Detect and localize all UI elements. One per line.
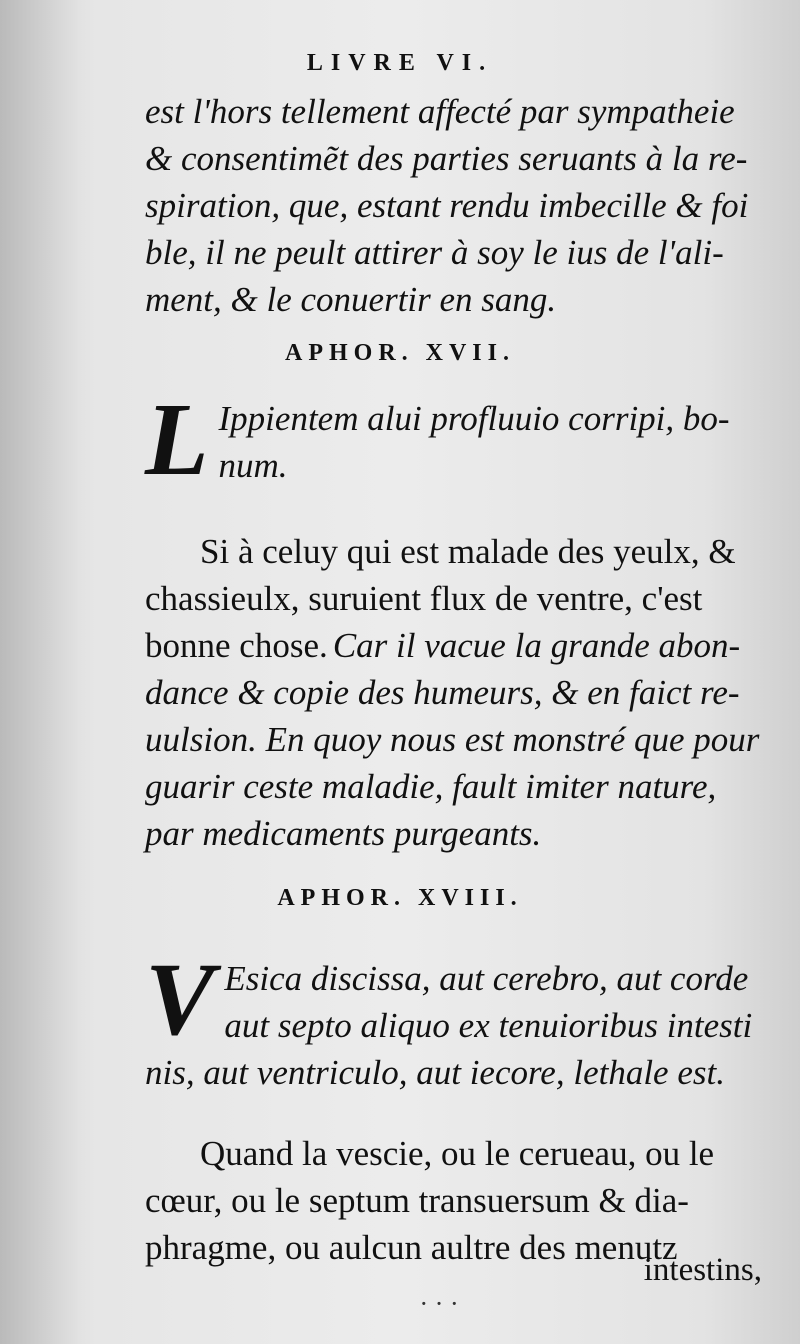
text-line: Quand la vescie, ou le cerueau, ou le xyxy=(200,1134,715,1173)
text-line: nis, aut ventriculo, aut iecore, lethale est. xyxy=(145,1053,725,1092)
text-line: Esica discissa, aut cerebro, aut corde xyxy=(224,959,749,998)
text-line: chassieulx, suruient flux de ventre, c'est xyxy=(145,579,703,618)
text-line: dance & copie des humeurs, & en faict re- xyxy=(145,673,740,712)
aphorism-17-latin xyxy=(145,382,765,497)
decorative-dots: · · · xyxy=(420,1290,459,1318)
text-italic: Car il vacue la grande abon- xyxy=(332,626,741,665)
text-line: aut septo aliquo ex tenuioribus intesti xyxy=(224,1006,753,1045)
aphorism-18-heading: APHOR. XVIII. xyxy=(277,885,523,911)
aphorism-18-latin xyxy=(145,942,765,1096)
drop-cap: V xyxy=(145,942,215,1057)
top-paragraph xyxy=(145,88,765,323)
text-line: Si à celuy qui est malade des yeulx, & xyxy=(200,532,736,571)
text-line: uulsion. En quoy nous est monstré que pour xyxy=(145,720,760,759)
running-head: LIVRE VI. xyxy=(306,50,494,76)
text-line: est l'hors tellement affecté par sympatheie xyxy=(145,92,735,131)
text-line: guarir ceste maladie, fault imiter nature, xyxy=(145,767,717,806)
aphorism-17-commentary xyxy=(145,528,765,857)
aphorism-17-heading: APHOR. XVII. xyxy=(284,340,515,366)
text-line: ble, il ne peult attirer à soy le ius de l'ali- xyxy=(145,233,724,272)
aphorism-18-commentary xyxy=(145,1130,765,1271)
text-line-mixed xyxy=(145,622,765,669)
page-gutter-shadow xyxy=(0,0,80,1344)
text-line: num. xyxy=(218,446,288,485)
text-line: spiration, que, estant rendu imbecille & foi xyxy=(145,186,749,225)
drop-cap: L xyxy=(145,382,209,497)
text-line: & consentimẽt des parties seruants à la re- xyxy=(145,139,748,178)
text-line: phragme, ou aulcun aultre des menutz xyxy=(145,1228,678,1267)
text-line: ment, & le conuertir en sang. xyxy=(145,280,557,319)
text-roman: bonne chose. xyxy=(145,626,328,665)
text-line: cœur, ou le septum transuersum & dia- xyxy=(145,1181,689,1220)
catchword: intestins, xyxy=(643,1252,762,1288)
text-line: Ippientem alui profluuio corripi, bo- xyxy=(218,399,730,438)
text-line: par medicaments purgeants. xyxy=(145,814,542,853)
